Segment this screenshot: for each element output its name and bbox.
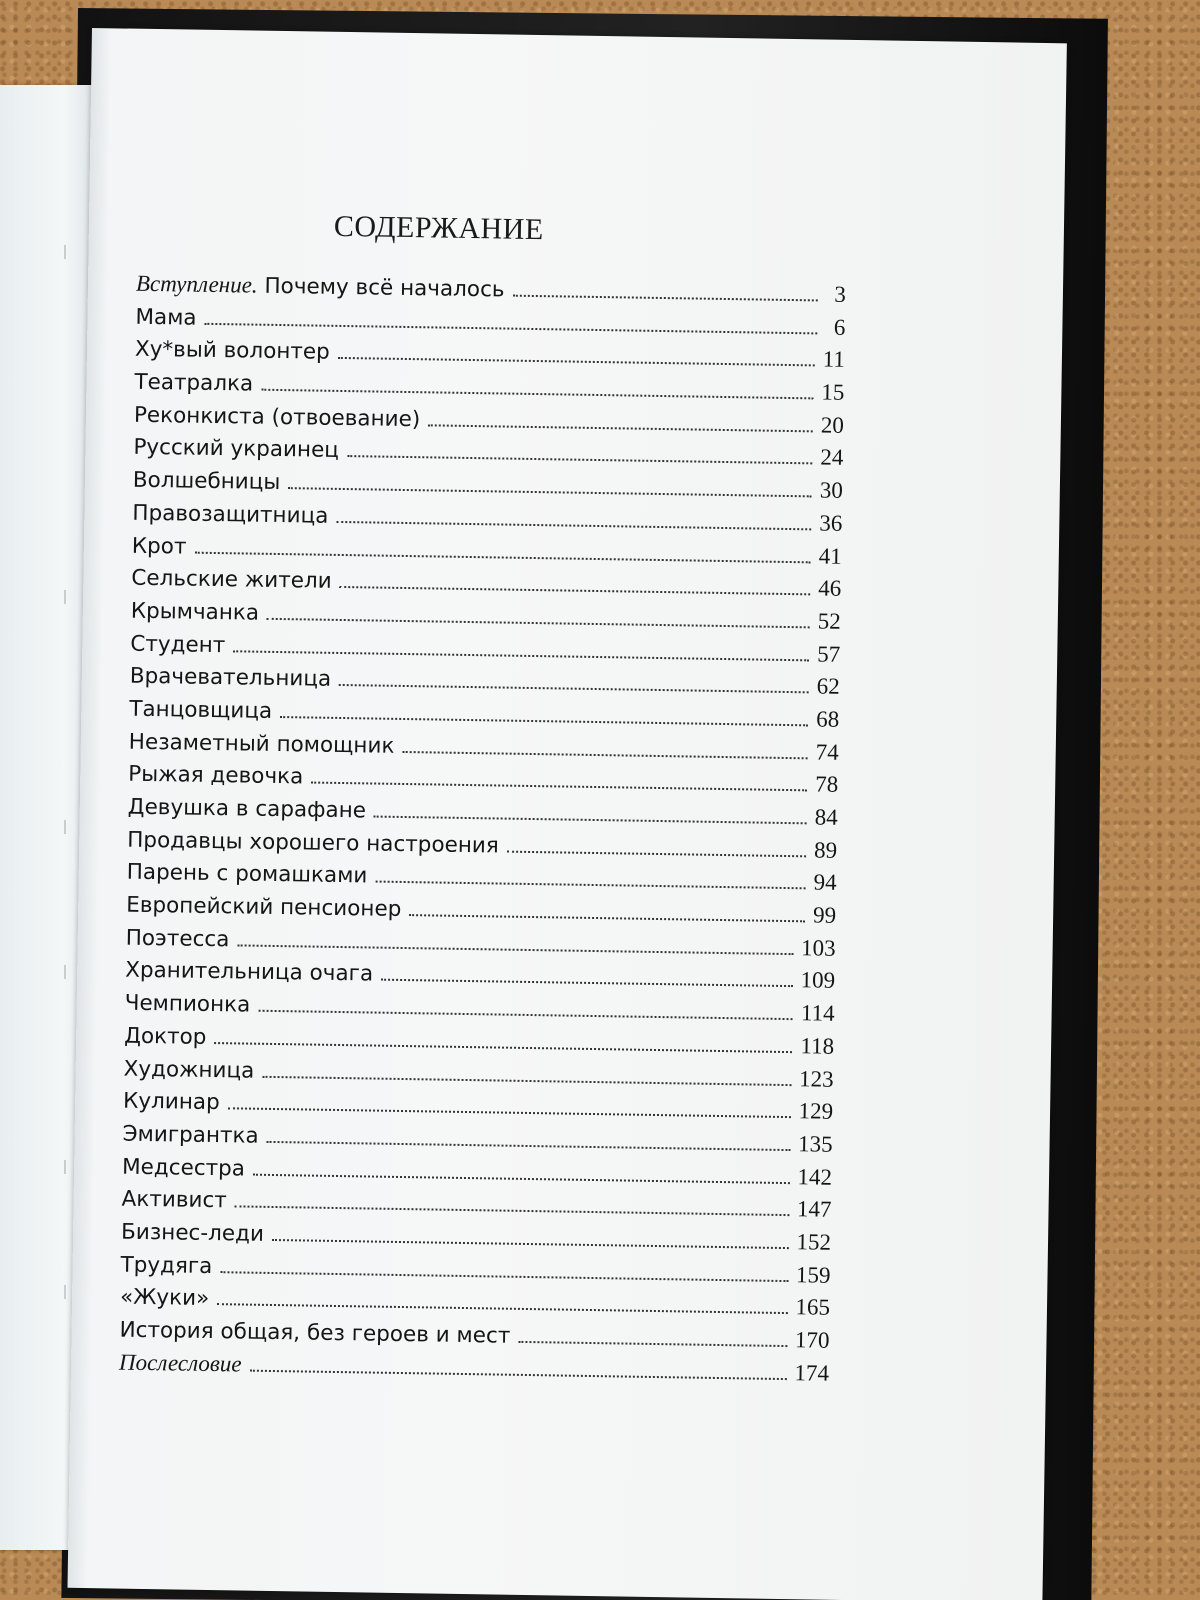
dot-leader	[428, 423, 813, 432]
dot-leader	[272, 1238, 789, 1249]
toc-entry-page-number: 62	[816, 673, 840, 700]
dot-leader	[217, 1302, 787, 1314]
dot-leader	[280, 715, 808, 726]
toc-entry-page-number: 84	[814, 804, 838, 830]
toc-entry-page-number: 152	[796, 1229, 832, 1255]
toc-entry-title: Парень с ромашками	[126, 860, 368, 889]
toc-entry-page-number: 129	[798, 1098, 834, 1124]
toc-entry-title: Рыжая девочка	[128, 761, 304, 790]
table-of-contents	[119, 271, 846, 1393]
page-title: СОДЕРЖАНИЕ	[333, 209, 544, 247]
toc-entry-page-number: 165	[795, 1294, 831, 1321]
dot-leader	[381, 978, 793, 987]
dot-leader	[339, 683, 809, 693]
toc-entry-page-number: 114	[800, 1000, 835, 1026]
toc-entry-title: Ху*вый волонтер	[134, 337, 330, 366]
toc-entry-title: Поэтесса	[125, 925, 230, 953]
toc-entry-title: Мама	[135, 304, 197, 331]
toc-entry-title: Активист	[121, 1186, 227, 1214]
toc-entry-page-number: 24	[820, 444, 844, 471]
toc-entry-title: Европейский пенсионер	[126, 892, 402, 923]
toc-entry-page-number: 142	[797, 1163, 833, 1190]
dot-leader	[214, 1041, 792, 1053]
toc-entry-title: Танцовщица	[129, 696, 273, 724]
toc-entry-title: «Жуки»	[119, 1284, 210, 1312]
toc-entry-page-number: 15	[821, 379, 845, 405]
toc-entry-title: Художница	[123, 1056, 255, 1084]
toc-entry-title: Послесловие	[118, 1349, 242, 1377]
toc-entry-page-number: 68	[816, 706, 840, 732]
toc-entry-title: Чемпионка	[124, 990, 251, 1018]
toc-entry-title: Волшебницы	[132, 467, 281, 496]
toc-entry-page-number: 52	[817, 608, 841, 634]
toc-entry-title: Врачевательница	[129, 663, 332, 693]
dot-leader	[375, 880, 805, 890]
toc-entry-page-number: 94	[813, 869, 837, 896]
binding-stitch	[64, 245, 72, 259]
toc-entry-page-number: 30	[819, 477, 844, 503]
toc-entry-page-number: 118	[800, 1033, 835, 1059]
toc-entry-page-number: 89	[813, 837, 838, 863]
toc-entry-title: Эмигрантка	[122, 1121, 259, 1149]
dot-leader	[336, 520, 811, 530]
toc-entry-page-number: 46	[818, 575, 842, 602]
dot-leader	[402, 750, 807, 759]
toc-entry-page-number: 57	[817, 641, 841, 667]
toc-entry-page-number: 74	[815, 739, 839, 765]
dot-leader	[507, 849, 806, 857]
toc-entry-page-number: 20	[820, 412, 845, 438]
dot-leader	[338, 356, 815, 366]
toc-entry-title: Сельские жители	[131, 565, 332, 595]
dot-leader	[518, 1340, 787, 1347]
toc-entry-title: Студент	[130, 631, 226, 658]
toc-entry-title: Незаметный помощник	[128, 729, 395, 759]
dot-leader	[228, 1106, 791, 1118]
toc-entry-page-number: 109	[800, 967, 836, 994]
dot-leader	[262, 1074, 791, 1085]
toc-entry-page-number: 170	[794, 1327, 830, 1353]
toc-entry-title: Продавцы хорошего настроения	[127, 827, 499, 859]
toc-entry-page-number: 159	[795, 1261, 831, 1288]
toc-entry-title: История общая, без героев и мест	[119, 1317, 511, 1349]
binding-stitch	[64, 820, 72, 834]
dot-leader	[233, 649, 809, 661]
dot-leader	[512, 294, 817, 302]
toc-entry-page-number: 103	[800, 935, 836, 961]
toc-entry-page-number: 11	[822, 346, 846, 373]
toc-entry-title: Бизнес-леди	[120, 1219, 265, 1247]
toc-entry-title: Театралка	[134, 369, 254, 397]
toc-entry-title: Правозащитница	[132, 500, 329, 529]
toc-entry-title: Русский украинец	[133, 435, 340, 464]
toc-entry-page-number: 78	[815, 771, 839, 798]
binding-stitch	[64, 1160, 72, 1174]
toc-entry-title: Реконкиста (отвоевание)	[133, 402, 421, 432]
toc-entry-page-number: 3	[834, 281, 847, 307]
toc-entry-title: Крот	[131, 533, 187, 560]
dot-leader	[204, 321, 817, 334]
dot-leader	[258, 1009, 793, 1020]
toc-entry-page-number: 36	[819, 510, 843, 536]
binding-stitch	[64, 965, 72, 979]
toc-entry-page-number: 41	[818, 542, 842, 569]
dot-leader	[347, 454, 812, 464]
dot-leader	[409, 913, 805, 922]
contents-page	[67, 28, 1066, 1600]
dot-leader	[267, 617, 810, 629]
dot-leader	[235, 1205, 789, 1217]
dot-leader	[220, 1270, 788, 1282]
dot-leader	[261, 388, 813, 400]
dot-leader	[253, 1172, 790, 1183]
dot-leader	[311, 781, 807, 792]
toc-entry-page-number: 135	[797, 1131, 833, 1157]
toc-entry-prefix: Вступление.	[135, 270, 258, 298]
toc-entry-title: Хранительница очага	[125, 958, 374, 987]
dot-leader	[288, 486, 812, 497]
dot-leader	[237, 943, 793, 955]
dot-leader	[249, 1368, 786, 1379]
toc-entry-page-number: 147	[796, 1196, 832, 1223]
toc-entry-title: Доктор	[123, 1023, 207, 1050]
dot-leader	[374, 815, 807, 825]
toc-entry-page-number: 99	[812, 902, 837, 928]
binding-stitch	[64, 1285, 72, 1299]
binding-stitch	[64, 590, 72, 604]
dot-leader	[267, 1140, 790, 1151]
dot-leader	[194, 550, 810, 563]
toc-entry-page-number: 123	[798, 1065, 834, 1092]
toc-entry-title: Крымчанка	[130, 598, 260, 626]
toc-entry-title	[136, 271, 505, 303]
toc-entry-title: Кулинар	[122, 1088, 220, 1116]
toc-entry-title: Девушка в сарафане	[127, 794, 367, 824]
toc-entry-title-text: Почему всё началось	[257, 273, 505, 303]
dot-leader	[340, 585, 811, 595]
toc-entry-title: Медсестра	[121, 1154, 246, 1182]
toc-entry-page-number: 174	[794, 1359, 830, 1386]
toc-entry-title: Трудяга	[120, 1252, 213, 1279]
toc-entry-page-number: 6	[833, 314, 846, 340]
